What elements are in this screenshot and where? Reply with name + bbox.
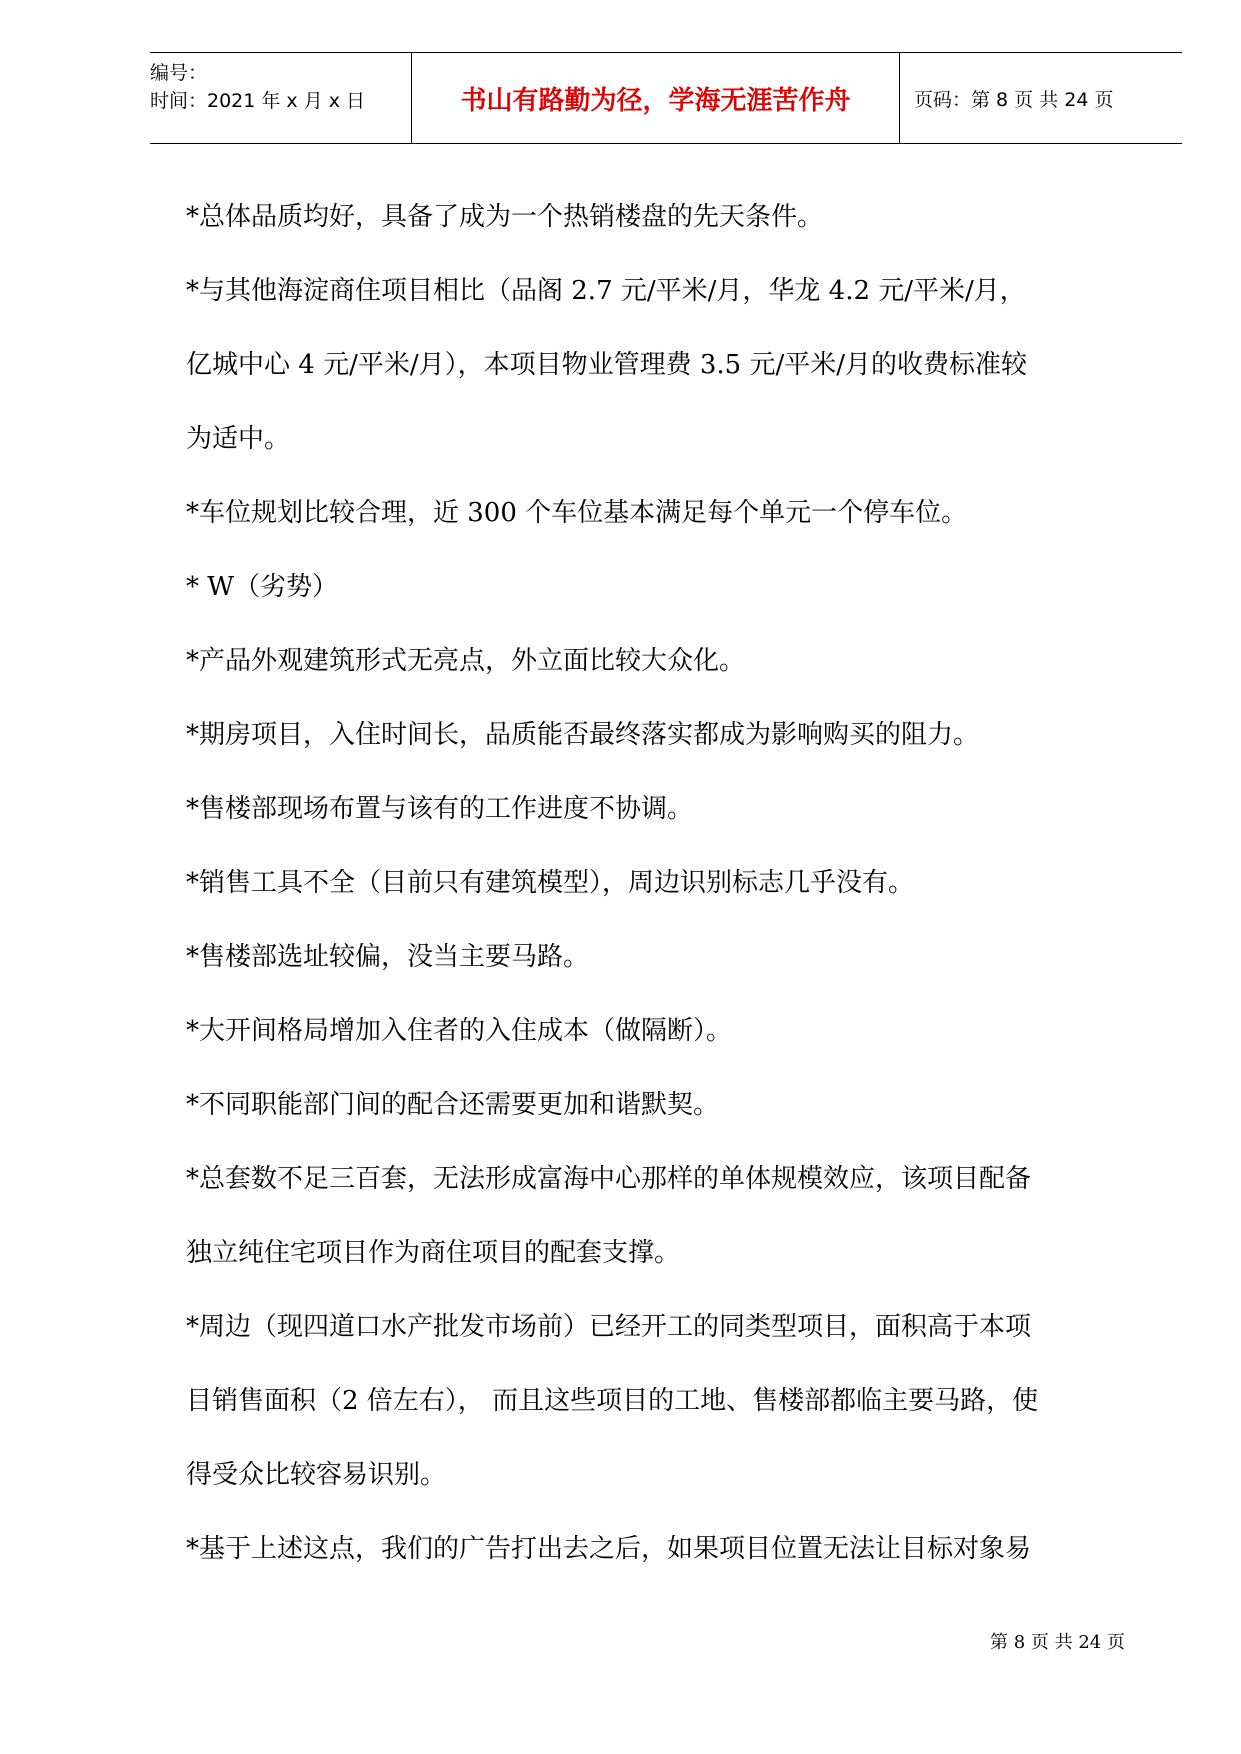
text-line: *车位规划比较合理，近 300 个车位基本满足每个单元一个停车位。: [186, 498, 968, 528]
page-header: [150, 52, 1182, 144]
text-line: 独立纯住宅项目作为商住项目的配套支撑。: [186, 1238, 681, 1268]
page-footer: 第 8 页 共 24 页: [990, 1632, 1125, 1653]
text-line: *总体品质均好，具备了成为一个热销楼盘的先天条件。: [186, 202, 824, 232]
text-line: 为适中。: [186, 424, 291, 454]
text-line: *期房项目，入住时间长，品质能否最终落实都成为影响购买的阻力。: [186, 720, 980, 750]
header-page-code: 页码：第 8 页 共 24 页: [914, 88, 1114, 111]
text-line: 得受众比较容易识别。: [186, 1460, 447, 1490]
text-line: 亿城中心 4 元/平米/月），本项目物业管理费 3.5 元/平米/月的收费标准较: [186, 350, 1027, 380]
text-line: *不同职能部门间的配合还需要更加和谐默契。: [186, 1090, 720, 1120]
header-meta: [150, 53, 412, 143]
text-line: *售楼部现场布置与该有的工作进度不协调。: [186, 794, 694, 824]
header-motto: 书山有路勤为径，学海无涯苦作舟: [412, 53, 900, 143]
document-body: [186, 180, 1146, 1586]
text-line: *基于上述这点，我们的广告打出去之后，如果项目位置无法让目标对象易: [186, 1534, 1032, 1564]
text-line: *销售工具不全（目前只有建筑模型），周边识别标志几乎没有。: [186, 868, 915, 898]
text-line: *与其他海淀商住项目相比（品阁 2.7 元/平米/月，华龙 4.2 元/平米/月，: [186, 276, 1026, 306]
text-line: *产品外观建筑形式无亮点，外立面比较大众化。: [186, 646, 746, 676]
text-line: *售楼部选址较偏，没当主要马路。: [186, 942, 590, 972]
text-line: *周边（现四道口水产批发市场前）已经开工的同类型项目，面积高于本项: [186, 1312, 1032, 1342]
text-line: * W（劣势）: [186, 572, 338, 602]
serial-label: 编号：: [150, 62, 208, 84]
time-label: 时间：2021 年 x 月 x 日: [150, 90, 366, 112]
text-line: *总套数不足三百套，无法形成富海中心那样的单体规模效应，该项目配备: [186, 1164, 1032, 1194]
text-line: 目销售面积（2 倍左右）， 而且这些项目的工地、售楼部都临主要马路，使: [186, 1386, 1039, 1416]
text-line: *大开间格局增加入住者的入住成本（做隔断）。: [186, 1016, 733, 1046]
